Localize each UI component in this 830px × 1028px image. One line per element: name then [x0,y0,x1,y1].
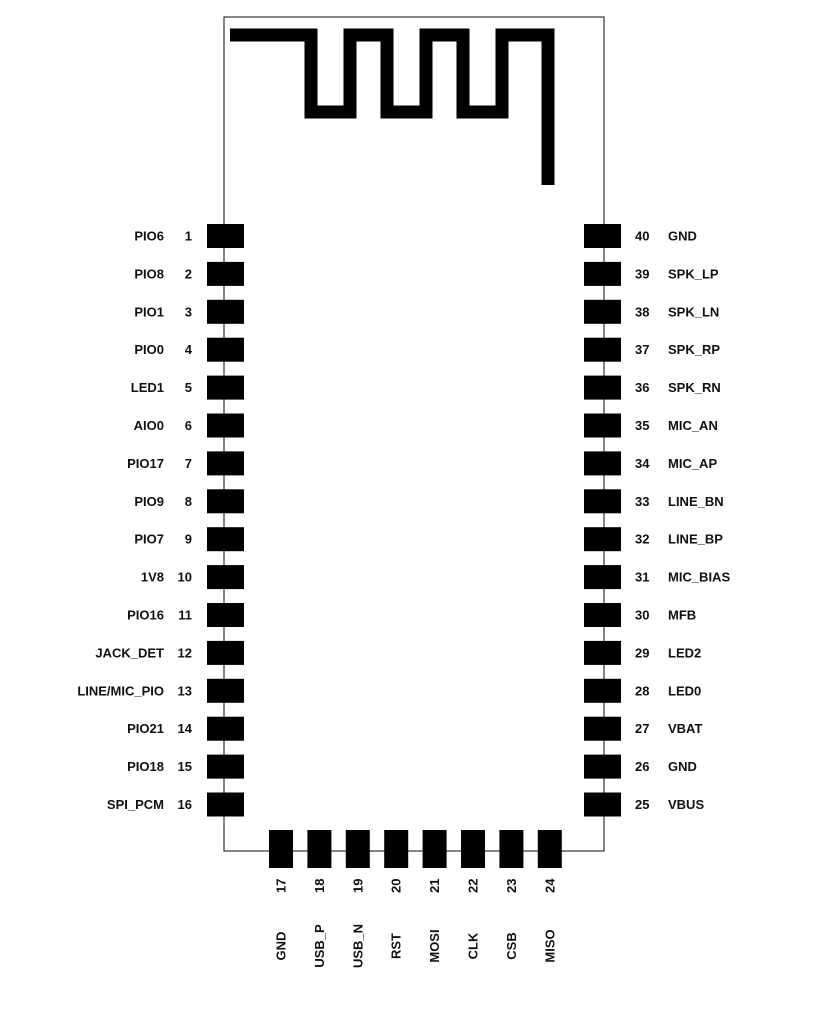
pin-number-30: 30 [635,607,650,623]
pin-pad-35 [584,414,621,438]
pin-name-20: RST [388,933,404,959]
pin-number-27: 27 [635,721,650,737]
pin-name-35: MIC_AN [668,418,718,433]
pin-pad-22 [461,830,485,868]
pin-name-13: LINE/MIC_PIO [77,683,164,699]
pin-pad-2 [207,262,244,286]
pin-pad-1 [207,224,244,248]
pin-pad-21 [423,830,447,868]
pin-name-37: SPK_RP [668,342,721,358]
pin-name-1: PIO6 [134,228,164,244]
pin-name-4: PIO0 [134,342,164,358]
pin-name-9: PIO7 [134,531,164,547]
pin-number-9: 9 [184,531,192,547]
pin-pad-30 [584,603,621,627]
pin-number-18: 18 [311,878,327,893]
pin-name-16: SPI_PCM [106,797,164,812]
pin-name-36: SPK_RN [668,380,721,396]
antenna-trace [230,35,548,185]
pin-number-25: 25 [635,797,650,812]
pin-pad-27 [584,717,621,741]
pin-number-34: 34 [635,455,650,471]
pin-pad-17 [269,830,293,868]
pin-number-20: 20 [388,878,404,893]
pin-name-5: LED1 [130,380,164,396]
pin-pad-38 [584,300,621,324]
pin-number-12: 12 [177,645,192,661]
pin-number-31: 31 [635,569,650,585]
pin-number-21: 21 [427,878,443,893]
pin-name-15: PIO18 [127,759,164,775]
pin-number-17: 17 [273,878,289,893]
pin-name-10: 1V8 [140,569,164,585]
pin-number-19: 19 [350,878,366,893]
pin-name-8: PIO9 [134,493,164,509]
pin-pad-6 [207,414,244,438]
pin-number-40: 40 [635,228,650,244]
right-pin-group [584,224,730,817]
pin-pad-36 [584,376,621,400]
pin-number-33: 33 [635,493,650,509]
pin-name-21: MOSI [427,929,443,963]
pin-number-16: 16 [177,797,192,812]
pin-name-6: AIO0 [133,418,164,433]
pin-number-1: 1 [184,228,192,244]
pin-name-28: LED0 [668,683,702,699]
pin-pad-5 [207,376,244,400]
pin-pad-40 [584,224,621,248]
pin-number-8: 8 [184,493,192,509]
pin-number-35: 35 [635,418,650,433]
pin-number-29: 29 [635,645,650,661]
pin-pad-8 [207,489,244,513]
pin-number-26: 26 [635,759,650,775]
pin-pad-33 [584,489,621,513]
pin-number-15: 15 [177,759,192,775]
pin-number-39: 39 [635,266,650,282]
pin-number-38: 38 [635,304,650,320]
pin-pad-16 [207,793,244,817]
pin-number-11: 11 [178,607,192,623]
pin-pad-23 [499,830,523,868]
pin-name-18: USB_P [311,924,327,968]
pin-pad-25 [584,793,621,817]
pin-name-11: PIO16 [127,607,164,623]
pin-pad-10 [207,565,244,589]
pin-name-31: MIC_BIAS [668,569,731,585]
pin-pad-15 [207,755,244,779]
pin-number-13: 13 [177,683,192,699]
pin-number-23: 23 [503,878,519,893]
pin-pad-31 [584,565,621,589]
pin-name-12: JACK_DET [95,645,164,661]
pin-pad-12 [207,641,244,665]
pin-name-30: MFB [668,607,697,623]
pin-pad-3 [207,300,244,324]
pin-name-33: LINE_BN [668,493,724,509]
pin-pad-9 [207,527,244,551]
pin-name-22: CLK [465,932,481,960]
pin-name-23: CSB [503,932,519,960]
pin-name-32: LINE_BP [668,531,723,547]
pin-name-26: GND [668,759,697,775]
pin-name-27: VBAT [668,721,703,737]
pin-number-28: 28 [635,683,650,699]
pin-pad-13 [207,679,244,703]
pin-pad-4 [207,338,244,362]
pin-number-36: 36 [635,380,650,396]
pin-pad-7 [207,451,244,475]
pin-name-39: SPK_LP [668,266,719,282]
pin-number-2: 2 [184,266,192,282]
pin-name-29: LED2 [668,645,702,661]
pin-number-5: 5 [184,380,192,396]
pin-number-4: 4 [184,342,192,358]
pin-name-38: SPK_LN [668,304,720,320]
pin-pad-28 [584,679,621,703]
pin-pad-14 [207,717,244,741]
pin-name-40: GND [668,228,697,244]
pin-pad-11 [207,603,244,627]
pin-name-17: GND [273,931,289,961]
pin-pad-29 [584,641,621,665]
pin-number-10: 10 [177,569,192,585]
pin-pad-37 [584,338,621,362]
left-pin-group [77,224,244,817]
pin-number-24: 24 [542,878,558,893]
pin-pad-18 [307,830,331,868]
pin-number-6: 6 [184,418,192,433]
pin-pad-32 [584,527,621,551]
pin-number-3: 3 [184,304,192,320]
pin-name-25: VBUS [668,797,705,812]
pin-name-19: USB_N [350,923,366,969]
pin-pad-24 [538,830,562,868]
pin-name-7: PIO17 [127,455,164,471]
pin-name-24: MISO [542,929,558,963]
pin-pad-26 [584,755,621,779]
pin-pad-39 [584,262,621,286]
pin-name-34: MIC_AP [668,455,718,471]
pin-pad-19 [346,830,370,868]
pin-name-14: PIO21 [127,721,164,737]
pin-number-37: 37 [635,342,650,358]
pin-name-2: PIO8 [134,266,164,282]
pin-number-14: 14 [177,721,192,737]
pin-number-22: 22 [465,878,481,893]
pin-number-7: 7 [184,455,192,471]
pin-pad-34 [584,451,621,475]
pin-name-3: PIO1 [134,304,164,320]
pin-pad-20 [384,830,408,868]
pin-number-32: 32 [635,531,650,547]
